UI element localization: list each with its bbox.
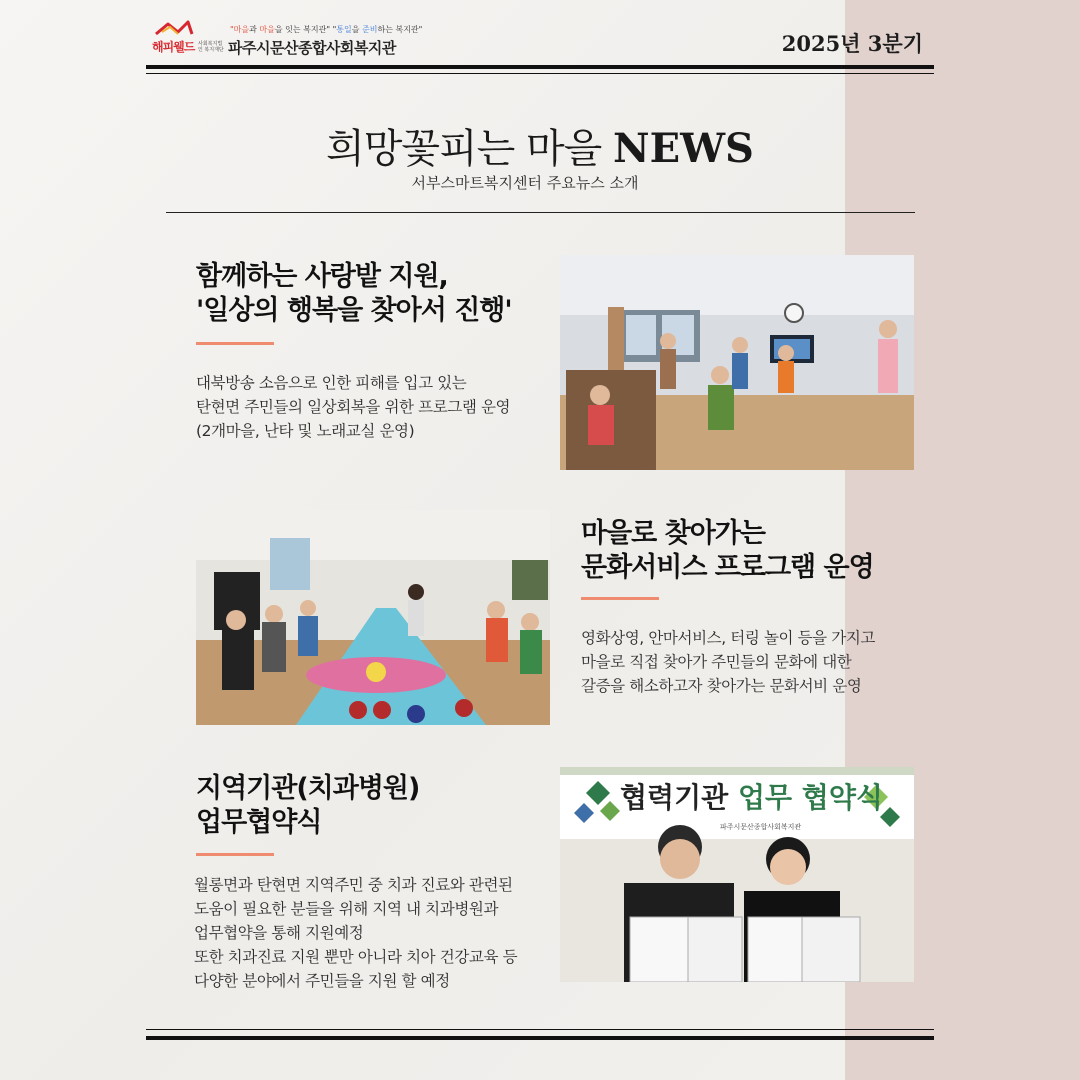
news-3-accent-bar xyxy=(196,853,274,856)
news-1-heading: 함께하는 사랑밭 지원, '일상의 행복을 찾아서 진행' xyxy=(196,261,512,326)
news-3-heading: 지역기관(치과병원) 업무협약식 xyxy=(196,773,420,838)
org-name: 파주시문산종합사회복지관 xyxy=(228,39,396,57)
news-3-photo xyxy=(560,767,914,982)
banner-org-text: 파주시문산종합사회복지관 xyxy=(720,823,802,831)
page-subtitle: 서부스마트복지센터 주요뉴스 소개 xyxy=(411,174,639,192)
header-rule-thick xyxy=(146,65,934,69)
footer-rule-thick xyxy=(146,1036,934,1040)
logo-mark-text: 해피웰드 xyxy=(152,40,195,54)
banner-title: 협력기관 업무 협약식 xyxy=(620,781,883,814)
logo-foundation-label: 사회복지법인 복지재단 xyxy=(198,41,224,53)
news-1-photo xyxy=(560,255,914,470)
footer-rule-thin xyxy=(146,1029,934,1030)
news-2-body: 영화상영, 안마서비스, 터링 놀이 등을 가지고 마을로 직접 찾아가 주민들의 문화에 대한 갈증을 해소하고자 찾아가는 문화서비 운영 xyxy=(581,629,876,695)
news-1-body: 대북방송 소음으로 인한 피해를 입고 있는 탄현면 주민들의 일상회복을 위한 프로그램 운영 (2개마을, 난타 및 노래교실 운영) xyxy=(196,374,511,440)
page-title: 희망꽃피는 마을 NEWS xyxy=(326,125,754,172)
news-2-accent-bar xyxy=(581,597,659,600)
news-2-heading: 마을로 찾아가는 문화서비스 프로그램 운영 xyxy=(581,518,874,583)
news-2-photo xyxy=(196,510,550,725)
title-divider xyxy=(166,212,915,213)
org-logo xyxy=(148,20,423,62)
news-3-body: 월롱면과 탄현면 지역주민 중 치과 진료와 관련된 도움이 필요한 분들을 위해 지역 내 치과병원과 업무협약을 통해 지원예정 또한 치과진료 지원 뿐만 아니라 치아 건강교육 등 다양한 분야에서 주민들을 지원 할 예정 xyxy=(194,876,518,990)
header-rule-thin xyxy=(146,73,934,74)
org-slogan: "마을과 마을을 잇는 복지관" "통일을 준비하는 복지관" xyxy=(230,25,423,34)
issue-quarter: 2025년 3분기 xyxy=(781,31,923,56)
news-1-accent-bar xyxy=(196,342,274,345)
